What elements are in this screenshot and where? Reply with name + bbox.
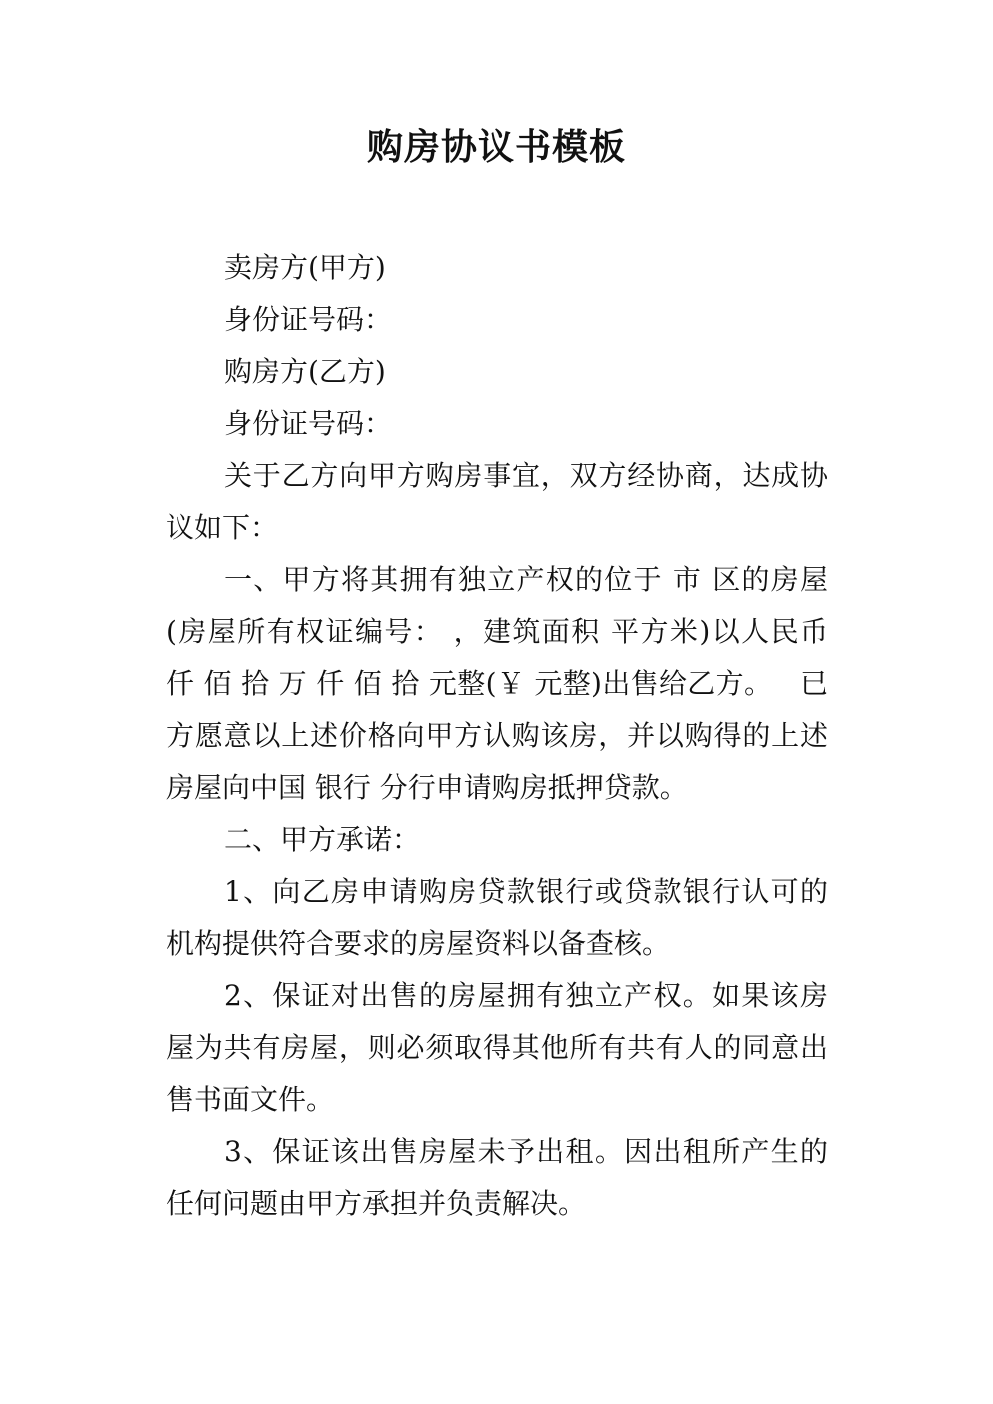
document-title: 购房协议书模板 [366, 127, 626, 168]
buyer-label: 购房方(乙方) [224, 355, 386, 388]
clause-two-item-2: 2、保证对出售的房屋拥有独立产权。如果该房屋为共有房屋，则必须取得其他所有共有人的同意出售书面文件。 [166, 979, 828, 1116]
agreement-intro-paragraph: 关于乙方向甲方购房事宜，双方经协商，达成协议如下： [166, 459, 828, 544]
seller-label: 卖房方(甲方) [224, 251, 386, 284]
document-body [166, 242, 837, 1230]
clause-one-paragraph: 一、甲方将其拥有独立产权的位于 市 区的房屋(房屋所有权证编号： ，建筑面积 平方米)以人民币 仟 佰 拾 万 仟 佰 拾 元整(￥ 元整)出售给乙方。 已方愿意以上述价格向甲方认购该房，并以购得的上述房屋向中国 银行 分行申请购房抵押贷款。 [166, 563, 837, 804]
seller-id-number-label: 身份证号码： [224, 303, 393, 336]
clause-two-item-3: 3、保证该出售房屋未予出租。因出租所产生的任何问题由甲方承担并负责解决。 [166, 1135, 828, 1220]
buyer-id-number-label: 身份证号码： [224, 407, 393, 440]
clause-two-heading: 二、甲方承诺： [224, 823, 421, 856]
clause-two-item-1: 1、向乙房申请购房贷款银行或贷款银行认可的机构提供符合要求的房屋资料以备查核。 [166, 875, 828, 960]
